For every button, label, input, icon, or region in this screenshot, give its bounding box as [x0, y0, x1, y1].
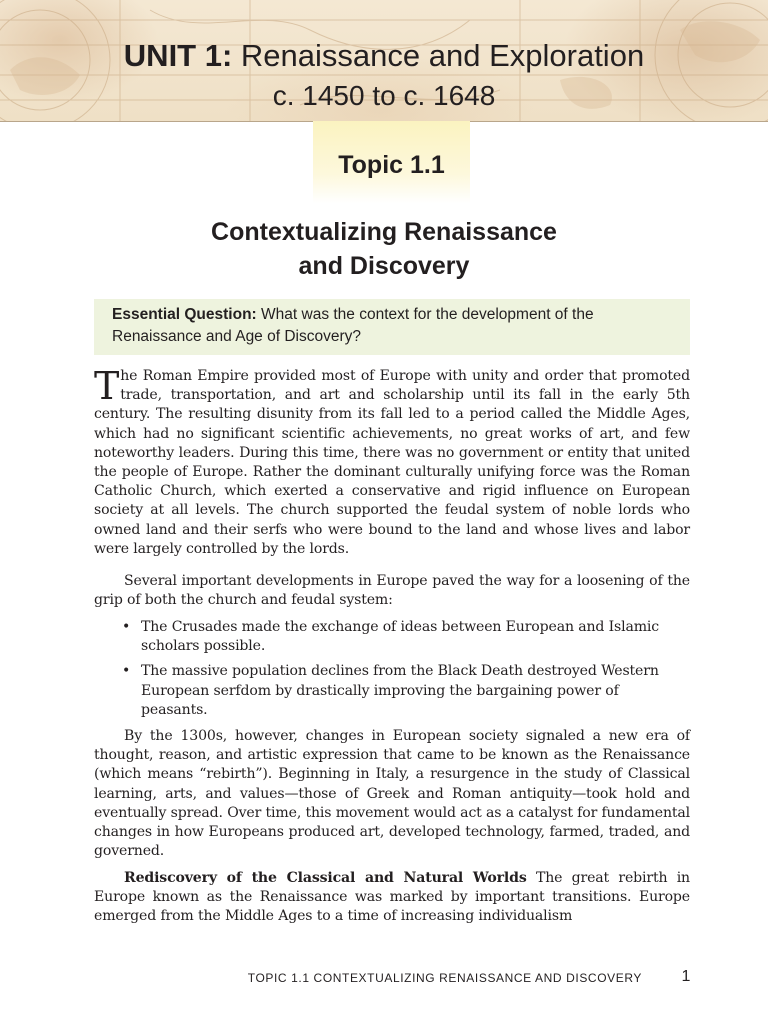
unit-label: UNIT 1: — [123, 38, 233, 73]
paragraph-2: Several important developments in Europe paved the way for a loosening of the grip of both the church and feudal system: — [94, 573, 690, 609]
essential-question-text: What was the context for the development of the Renaissance and Age of Discovery? — [112, 306, 594, 345]
section-heading: Rediscovery of the Classical and Natural Worlds — [124, 870, 527, 886]
bullet-list — [122, 618, 662, 726]
essential-question — [112, 304, 682, 348]
page-number: 1 — [681, 968, 691, 985]
list-item-text: The massive population declines from the Black Death destroyed Western European serfdom by drastically improving the bargaining power of peasants. — [141, 663, 659, 718]
drop-cap: T — [94, 364, 120, 408]
topic-title — [0, 215, 768, 283]
topic-label: Topic 1.1 — [338, 151, 445, 179]
bullet-icon: • — [122, 663, 131, 680]
essential-question-label: Essential Question: — [112, 306, 257, 323]
list-item — [122, 662, 662, 720]
paragraph-1 — [94, 364, 690, 559]
unit-title — [0, 38, 768, 74]
topic-title-line-2: and Discovery — [298, 252, 470, 280]
paragraph-4-text: The great rebirth in Europe known as the Renaissance was marked by important transitions. Europe emerged from the Middle Ages to a time of increasing individualism — [94, 870, 690, 925]
list-item-text: The Crusades made the exchange of ideas between European and Islamic scholars possible. — [141, 619, 660, 655]
list-item — [122, 618, 662, 656]
bullet-icon: • — [122, 619, 131, 635]
running-footer: TOPIC 1.1 CONTEXTUALIZING RENAISSANCE AND DISCOVERY — [247, 971, 642, 985]
unit-banner — [0, 0, 768, 122]
paragraph-3: By the 1300s, however, changes in European society signaled a new era of thought, reason, and artistic expression that came to be known as the Renaissance (which means “rebirth”). Beginning in Italy, a resurgence in the study of Classical learning, arts, and values—those of Greek and Roman antiquity—took hold and eventually spread. Over time, this movement would act as a catalyst for fundamental changes in how Europeans produced art, developed technology, farmed, traded, and governed. — [94, 728, 690, 860]
unit-dates: c. 1450 to c. 1648 — [272, 80, 496, 111]
paragraph-1-text: he Roman Empire provided most of Europe with unity and order that promoted trade, transportation, and art and scholarship until its fall in the early 5th century. The resulting disunity from its fall led to a period called the Middle Ages, which had no significant scientific achievements, no great works of art, and few noteworthy leaders. During this time, there was no government or entity that united the people of Europe. Rather the dominant culturally unifying force was the Roman Catholic Church, which exerted a conservative and rigid influence on European society at all levels. The church supported the feudal system of noble lords who owned land and their serfs who were bound to the land and whose lives and labor were largely controlled by the lords. — [94, 368, 690, 557]
paragraph-4 — [94, 869, 690, 927]
topic-title-line-1: Contextualizing Renaissance — [211, 218, 557, 246]
unit-name: Renaissance and Exploration — [240, 38, 645, 73]
